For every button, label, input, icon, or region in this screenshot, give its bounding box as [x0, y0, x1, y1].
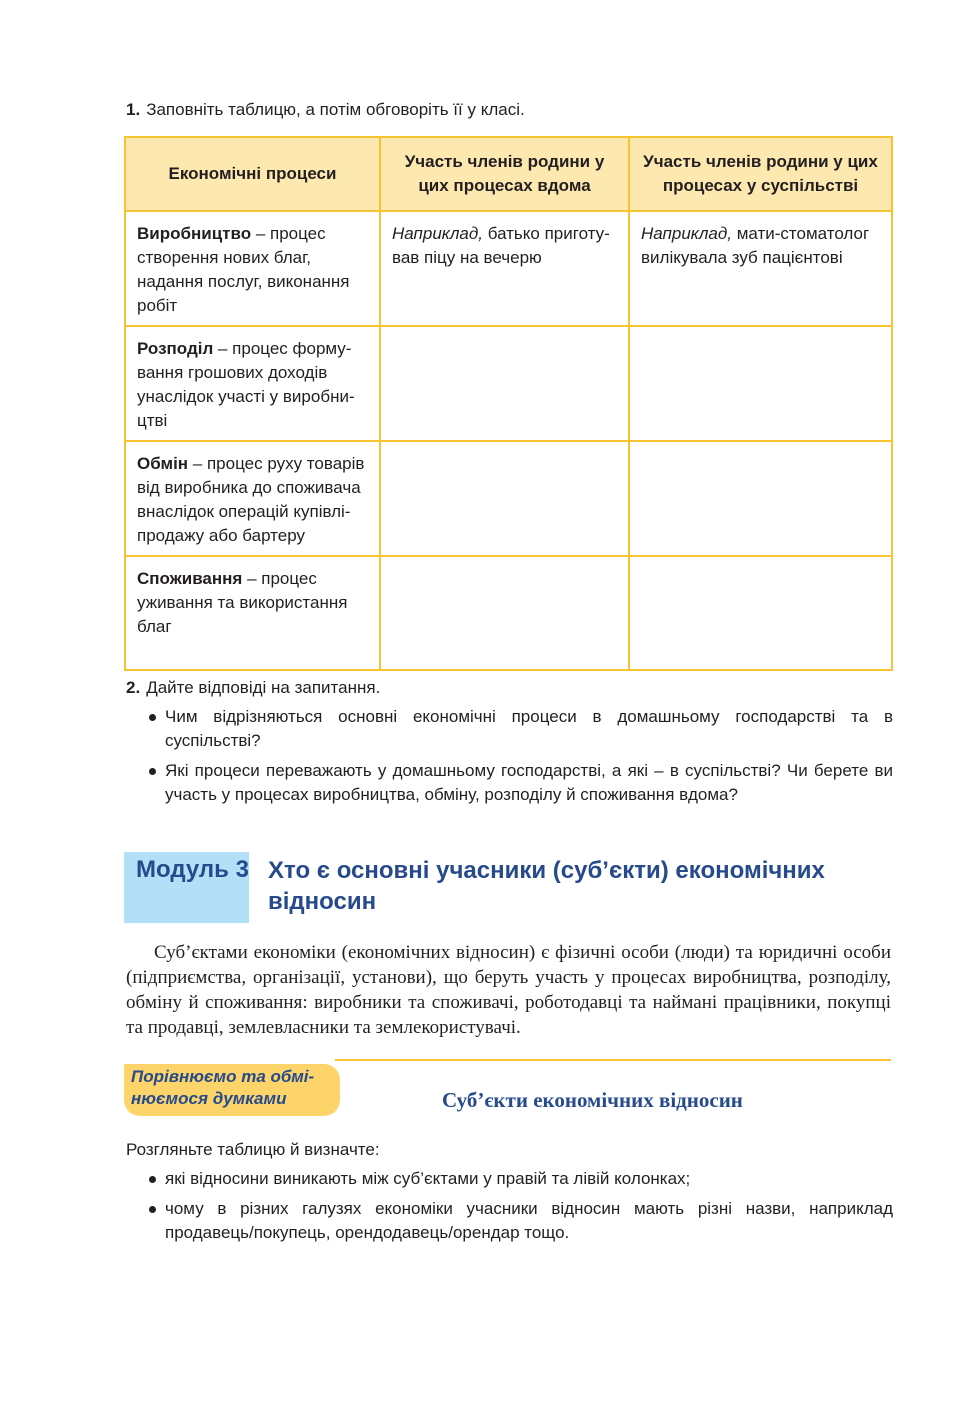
process-term: Розподіл — [137, 339, 214, 358]
home-cell[interactable] — [380, 556, 629, 670]
example-label: Наприклад, — [392, 224, 483, 243]
process-cell — [125, 211, 380, 326]
list-item: чому в різних галузях економіки учасники відносин мають різні назви, наприклад продавець/покупець, орендодавець/орендар тощо. — [145, 1197, 893, 1245]
process-definition: – процес формування грошових доходів унаслідок участі у виробництві — [137, 339, 355, 430]
task-number: 1. — [126, 100, 141, 119]
header-society: Участь членів родини у цих процесах у суспільстві — [629, 137, 892, 211]
consider-instruction: Розгляньте таблицю й визначте: — [126, 1140, 380, 1159]
section-divider — [335, 1059, 891, 1061]
question-list — [145, 705, 893, 813]
list-item: Які процеси переважають у домашньому господарстві, а які – в суспільстві? Чи берете ви участь у процесах виробництва, обміну, розподілу й споживання вдома? — [145, 759, 893, 807]
process-cell — [125, 326, 380, 441]
process-definition: – процес уживання та використання благ — [137, 569, 348, 636]
intro-paragraph: Суб’єктами економіки (економічних відносин) є фізичні особи (люди) та юридичні особи (підприємства, організації, установи), що беруть участь у процесах виробництва, розподілу, обміну й споживання: виробники та споживачі, роботодавці та наймані працівники, покупці та продавці, землевласники та землекористувачі. — [126, 942, 891, 1038]
home-cell[interactable] — [380, 211, 629, 326]
example-text: батько приготував піцу на вечерю — [392, 224, 610, 267]
society-cell[interactable] — [629, 441, 892, 556]
consider-list — [145, 1167, 893, 1251]
task-text: Заповніть таблицю, а потім обговоріть її у класі. — [146, 100, 525, 119]
example-label: Наприклад, — [641, 224, 732, 243]
table-row — [125, 326, 892, 441]
process-cell — [125, 441, 380, 556]
society-cell[interactable] — [629, 326, 892, 441]
list-item: Чим відрізняються основні економічні процеси в домашньому господарстві та в суспільстві? — [145, 705, 893, 753]
discuss-badge-label: Порівнюємо та обмінюємося думками — [131, 1067, 315, 1108]
header-processes: Економічні процеси — [125, 137, 380, 211]
process-definition: – процес руху товарів від виробника до споживача внаслідок операцій купівлі-продажу або бартеру — [137, 454, 365, 545]
example-text: мати-стоматолог вилікувала зуб пацієнтові — [641, 224, 870, 267]
table-row — [125, 556, 892, 670]
list-item: які відносини виникають між суб’єктами у правій та лівій колонках; — [145, 1167, 893, 1191]
header-home: Участь членів родини у цих процесах вдома — [380, 137, 629, 211]
society-cell[interactable] — [629, 211, 892, 326]
table-row — [125, 441, 892, 556]
process-term: Обмін — [137, 454, 189, 473]
home-cell[interactable] — [380, 326, 629, 441]
process-cell — [125, 556, 380, 670]
table-header-row — [125, 137, 892, 211]
task-text: Дайте відповіді на запитання. — [146, 678, 381, 697]
section-title: Суб’єкти економічних відносин — [442, 1088, 743, 1112]
task-1 — [126, 98, 525, 122]
home-cell[interactable] — [380, 441, 629, 556]
process-term: Споживання — [137, 569, 243, 588]
module-title: Хто є основні учасники (суб’єкти) економічних відносин — [268, 857, 825, 915]
module-label: Модуль 3 — [136, 856, 249, 883]
task-number: 2. — [126, 678, 141, 697]
task-2 — [126, 676, 380, 700]
economic-processes-table — [124, 136, 893, 671]
process-definition: – процес створення нових благ, надання послуг, виконання робіт — [137, 224, 350, 315]
society-cell[interactable] — [629, 556, 892, 670]
table-row — [125, 211, 892, 326]
process-term: Виробництво — [137, 224, 252, 243]
